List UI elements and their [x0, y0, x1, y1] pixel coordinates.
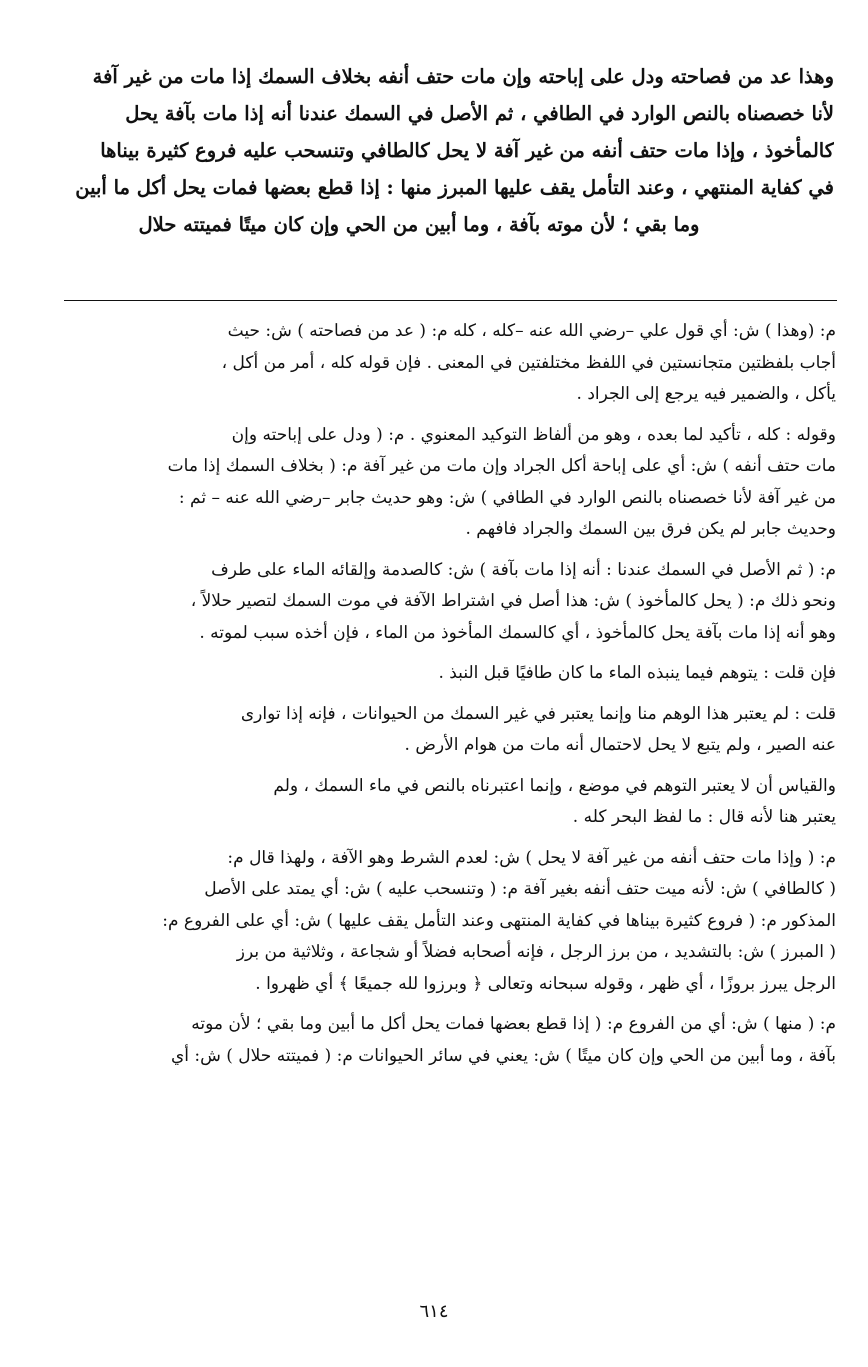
commentary-line: وقوله : كله ، تأكيد لما بعده ، وهو من ألفاظ التوكيد المعنوي . م: ( ودل على إباحته وإن	[231, 424, 836, 445]
commentary-paragraph	[66, 658, 836, 690]
commentary-line: ( كالطافي ) ش: لأنه ميت حتف أنفه بغير آفة م: ( وتنسحب عليه ) ش: أي يمتد على الأصل	[204, 879, 836, 899]
main-text-line: كالمأخوذ ، وإذا مات حتف أنفه من غير آفة لا يحل كالطافي وتنسحب عليه فروع كثيرة بيناها	[100, 139, 834, 162]
commentary-paragraph	[66, 699, 836, 762]
commentary-line: وحديث جابر لم يكن فرق بين السمك والجراد فافهم .	[465, 519, 836, 539]
commentary-line: قلت : لم يعتبر هذا الوهم منا وإنما يعتبر في غير السمك من الحيوانات ، فإنه إذا توارى	[240, 703, 836, 724]
commentary-paragraph	[66, 843, 836, 1001]
commentary-line: ونحو ذلك م: ( يحل كالمأخوذ ) ش: هذا أصل في اشتراط الآفة في موت السمك لتصير حلالاً ،	[190, 591, 836, 611]
commentary-block	[66, 316, 836, 1081]
commentary-line: م: ( وإذا مات حتف أنفه من غير آفة لا يحل ) ش: لعدم الشرط وهو الآفة ، ولهذا قال م:	[227, 847, 836, 868]
commentary-line: فإن قلت : يتوهم فيما ينبذه الماء ما كان طافيًا قبل النبذ .	[438, 663, 836, 683]
commentary-line: وهو أنه إذا مات بآفة يحل كالمأخوذ ، أي كالسمك المأخوذ من الماء ، فإن أخذه سبب لموته .	[199, 622, 836, 643]
page-number: ٦١٤	[419, 1301, 449, 1322]
commentary-line: من غير آفة لأنا خصصناه بالنص الوارد في الطافي ) ش: وهو حديث جابر –رضي الله عنه – ثم :	[178, 487, 836, 508]
main-text-line: في كفاية المنتهي ، وعند التأمل يقف عليها المبرز منها : إذا قطع بعضها فمات يحل أكل ما أبين	[75, 176, 834, 199]
commentary-line: ( المبرز ) ش: بالتشديد ، من برز الرجل ، فإنه أصحابه فضلاً أو شجاعة ، وثلاثية من برز	[236, 942, 836, 962]
main-text-line: وهذا عد من فصاحته ودل على إباحته وإن مات حتف أنفه بخلاف السمك إذا مات من غير آفة	[92, 65, 834, 88]
commentary-paragraph	[66, 771, 836, 834]
commentary-line: مات حتف أنفه ) ش: أي على إباحة أكل الجراد وإن مات من غير آفة م: ( بخلاف السمك إذا مات	[167, 456, 836, 476]
commentary-line: م: ( منها ) ش: أي من الفروع م: ( إذا قطع بعضها فمات يحل أكل ما أبين وما بقي ؛ لأن موته	[191, 1014, 836, 1034]
commentary-paragraph	[66, 1009, 836, 1072]
main-text-block	[64, 58, 834, 243]
commentary-paragraph	[66, 420, 836, 546]
commentary-line: الرجل يبرز بروزًا ، أي ظهر ، وقوله سبحانه وتعالى ﴿ وبرزوا لله جميعًا ﴾ أي ظهروا .	[255, 973, 836, 994]
commentary-paragraph	[66, 316, 836, 411]
main-text-line: لأنا خصصناه بالنص الوارد في الطافي ، ثم الأصل في السمك عندنا أنه إذا مات بآفة يحل	[125, 102, 834, 125]
commentary-paragraph	[66, 555, 836, 650]
commentary-line: المذكور م: ( فروع كثيرة بيناها في كفاية المنتهى وعند التأمل يقف عليها ) ش: أي على الفروع م:	[162, 910, 836, 931]
commentary-line: عنه الصير ، ولم يتبع لا يحل لاحتمال أنه مات من هوام الأرض .	[404, 735, 836, 755]
section-divider	[64, 300, 837, 301]
commentary-line: م: (وهذا ) ش: أي قول علي –رضي الله عنه –كله ، كله م: ( عد من فصاحته ) ش: حيث	[227, 321, 836, 341]
main-text-line: وما بقي ؛ لأن موته بآفة ، وما أبين من الحي وإن كان ميتًا فميتته حلال	[138, 213, 700, 236]
commentary-line: بآفة ، وما أبين من الحي وإن كان ميتًا ) ش: يعني في سائر الحيوانات م: ( فميتته حلال ) ش: أي	[170, 1045, 836, 1066]
commentary-line: يعتبر هنا لأنه قال : ما لفظ البحر كله .	[572, 807, 836, 827]
commentary-line: أجاب بلفظتين متجانستين في اللفظ مختلفتين في المعنى . فإن قوله كله ، أمر من أكل ،	[221, 352, 836, 373]
commentary-line: والقياس أن لا يعتبر التوهم في موضع ، وإنما اعتبرناه بالنص في ماء السمك ، ولم	[273, 775, 836, 796]
commentary-line: يأكل ، والضمير فيه يرجع إلى الجراد .	[576, 384, 836, 404]
commentary-line: م: ( ثم الأصل في السمك عندنا : أنه إذا مات بآفة ) ش: كالصدمة وإلقائه الماء على طرف	[211, 559, 836, 580]
